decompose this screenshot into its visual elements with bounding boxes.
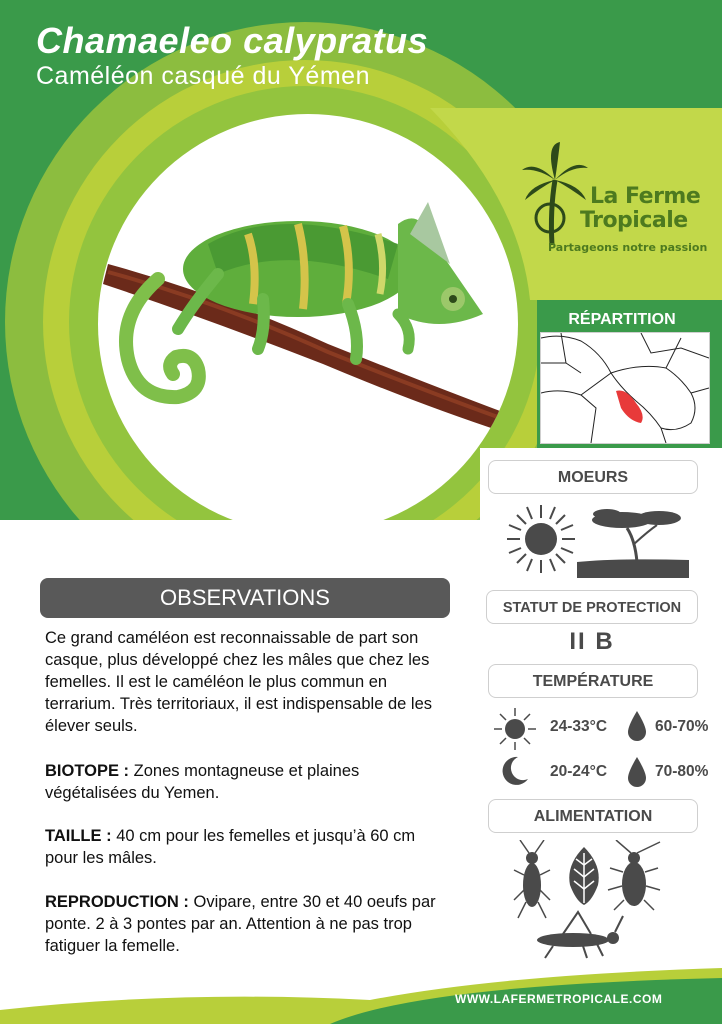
reproduction-paragraph [45, 891, 445, 957]
chameleon-illustration [98, 114, 518, 534]
humidity-drop-icon [626, 756, 648, 788]
biotope-label: BIOTOPE : [45, 762, 130, 780]
distribution-map [540, 332, 710, 444]
arabian-peninsula-map [541, 333, 709, 443]
alimentation-label: ALIMENTATION [488, 799, 698, 833]
day-sun-icon [493, 707, 537, 751]
statut-protection-label: STATUT DE PROTECTION [486, 590, 698, 624]
observations-heading: OBSERVATIONS [40, 578, 450, 618]
day-humidity: 60-70% [655, 718, 709, 735]
sun-icon [505, 503, 577, 575]
leaf-icon [566, 845, 602, 907]
species-title: Chamaeleo calypratus [36, 20, 429, 61]
night-humidity: 70-80% [655, 763, 709, 780]
cockroach-icon [606, 840, 662, 912]
savanna-tree-icon [577, 500, 689, 578]
reproduction-label: REPRODUCTION : [45, 893, 189, 911]
chameleon-photo [98, 114, 518, 534]
biotope-paragraph [45, 760, 445, 804]
biotope-text: Zones montagneuse et plaines végétalisées du Yemen. [45, 762, 360, 802]
species-common-name: Caméléon casqué du Yémen [36, 62, 370, 90]
palm-tree-icon [520, 140, 590, 250]
day-temperature: 24-33°C [550, 718, 608, 735]
reproduction-text: Ovipare, entre 30 et 40 oeufs par ponte. 2 à 3 pontes par an. Attention à ne pas trop fatiguer la femelle. [45, 893, 436, 955]
la-ferme-tropicale-logo [520, 140, 708, 260]
logo-line-1: La Ferme [590, 184, 701, 209]
logo-tagline: Partageons notre passion [548, 241, 708, 254]
grasshopper-icon [533, 910, 625, 960]
moon-icon [500, 755, 530, 787]
statut-protection-value: II B [569, 628, 615, 655]
taille-label: TAILLE : [45, 827, 112, 845]
cricket-icon [512, 840, 552, 920]
moeurs-label: MOEURS [488, 460, 698, 494]
night-temperature: 20-24°C [550, 763, 608, 780]
logo-line-2: Tropicale [580, 208, 688, 233]
taille-text: 40 cm pour les femelles et jusqu’à 60 cm pour les mâles. [45, 827, 416, 867]
repartition-heading: RÉPARTITION [568, 311, 676, 328]
observations-intro: Ce grand caméléon est reconnaissable de part son casque, plus développé chez les mâles que chez les femelles. Il est le caméléon le plus commun en terrarium. Très territoriaux, il est indispensable de les élever seuls. [45, 629, 432, 735]
taille-paragraph [45, 825, 445, 869]
humidity-drop-icon [626, 710, 648, 742]
website-link[interactable]: WWW.LAFERMETROPICALE.COM [455, 992, 663, 1006]
temperature-label: TEMPÉRATURE [488, 664, 698, 698]
